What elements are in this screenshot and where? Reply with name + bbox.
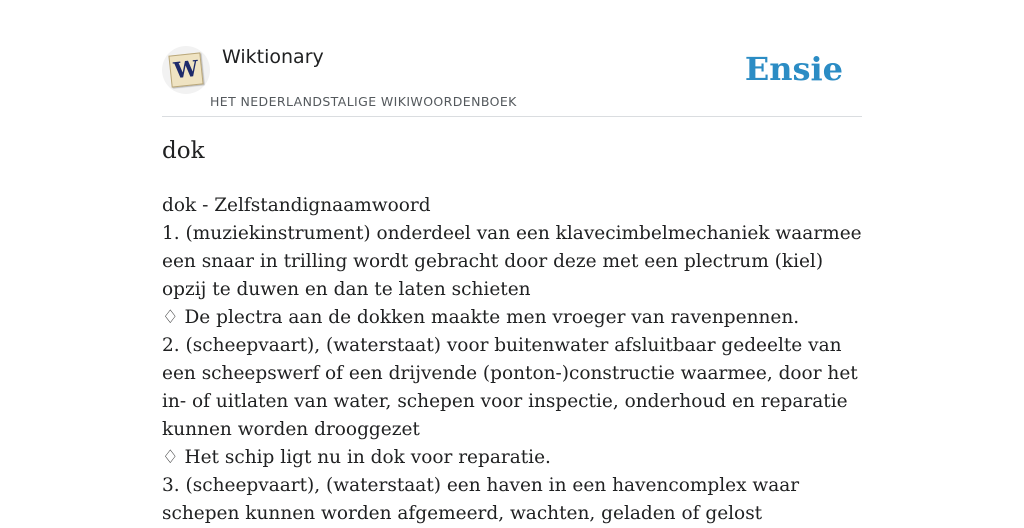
site-tagline: HET NEDERLANDSTALIGE WIKIWOORDENBOEK <box>210 94 517 109</box>
entry-content <box>162 192 862 528</box>
wiktionary-logo[interactable] <box>162 46 210 94</box>
site-header <box>162 0 862 117</box>
ensie-brand-link[interactable]: Ensie <box>744 50 843 88</box>
entry-title: dok <box>162 138 205 164</box>
logo-tile-icon: W <box>168 52 203 87</box>
entry-line: 3. (scheepvaart), (waterstaat) een haven in een havencomplex waar schepen kunnen worden afgemeerd, wachten, geladen of gelost <box>162 475 800 524</box>
entry-line: ♢ Het schip ligt nu in dok voor reparatie. <box>162 447 551 468</box>
entry-line: 1. (muziekinstrument) onderdeel van een klavecimbelmechaniek waarmee een snaar in trilling wordt gebracht door deze met een plectrum (kiel) opzij te duwen en dan te laten schieten <box>162 223 862 300</box>
entry-line: dok - Zelfstandignaamwoord <box>162 195 431 216</box>
page <box>162 0 862 524</box>
site-name[interactable]: Wiktionary <box>222 46 324 68</box>
entry-line: ♢ De plectra aan de dokken maakte men vroeger van ravenpennen. <box>162 307 800 328</box>
entry-line: 2. (scheepvaart), (waterstaat) voor buitenwater afsluitbaar gedeelte van een scheepswerf of een drijvende (ponton-)constructie waarmee, door het in- of uitlaten van water, schepen voor inspectie, onderhoud en reparatie kunnen worden drooggezet <box>162 335 858 440</box>
